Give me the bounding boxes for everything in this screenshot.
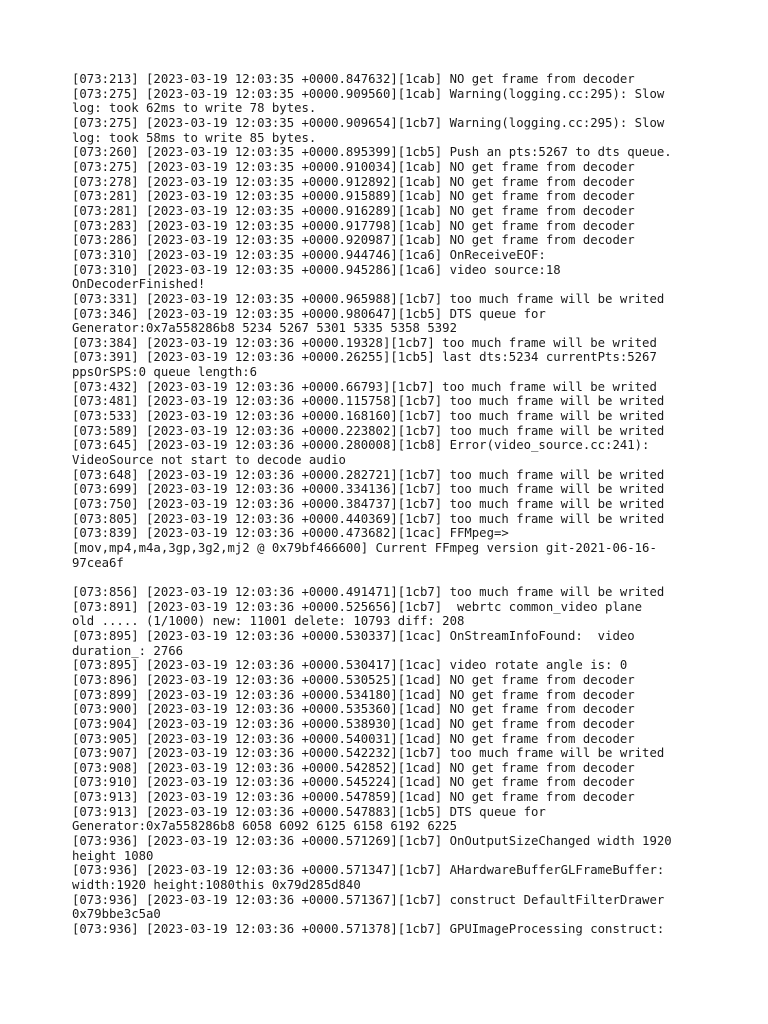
log-line: [073:213] [2023-03-19 12:03:35 +0000.847632][1cab] NO get frame from decoder <box>72 72 635 86</box>
log-line: ppsOrSPS:0 queue length:6 <box>72 365 258 380</box>
log-line: Generator:0x7a558286b8 6058 6092 6125 6158 6192 6225 <box>72 819 457 834</box>
log-line: old ..... (1/1000) new: 11001 delete: 10793 diff: 208 <box>72 614 465 629</box>
log-line: log: took 62ms to write 78 bytes. <box>72 101 317 116</box>
log-line: [073:900] [2023-03-19 12:03:36 +0000.535360][1cad] NO get frame from decoder <box>72 702 635 717</box>
log-line: [073:275] [2023-03-19 12:03:35 +0000.910034][1cab] NO get frame from decoder <box>72 159 635 174</box>
log-line: [073:913] [2023-03-19 12:03:36 +0000.547883][1cb5] DTS queue for <box>72 804 546 819</box>
log-line: [073:856] [2023-03-19 12:03:36 +0000.491471][1cb7] too much frame will be writed <box>72 584 665 599</box>
log-line: [073:936] [2023-03-19 12:03:36 +0000.571367][1cb7] construct DefaultFilterDrawer <box>72 892 665 907</box>
log-line: [073:839] [2023-03-19 12:03:36 +0000.473682][1cac] FFMpeg=> <box>72 526 509 541</box>
log-line: [073:384] [2023-03-19 12:03:36 +0000.19328][1cb7] too much frame will be writed <box>72 335 657 350</box>
log-line: [073:907] [2023-03-19 12:03:36 +0000.542232][1cb7] too much frame will be writed <box>72 746 665 761</box>
log-line: [073:283] [2023-03-19 12:03:35 +0000.917798][1cab] NO get frame from decoder <box>72 218 635 233</box>
log-line: Generator:0x7a558286b8 5234 5267 5301 5335 5358 5392 <box>72 321 457 336</box>
log-line: [073:648] [2023-03-19 12:03:36 +0000.282721][1cb7] too much frame will be writed <box>72 467 665 482</box>
log-line: 97cea6f <box>72 555 124 570</box>
log-line: OnDecoderFinished! <box>72 277 206 292</box>
log-line: [073:908] [2023-03-19 12:03:36 +0000.542852][1cad] NO get frame from decoder <box>72 760 635 775</box>
log-line: [073:904] [2023-03-19 12:03:36 +0000.538930][1cad] NO get frame from decoder <box>72 716 635 731</box>
log-line: [073:936] [2023-03-19 12:03:36 +0000.571347][1cb7] AHardwareBufferGLFrameBuffer: <box>72 863 665 878</box>
log-line: [073:589] [2023-03-19 12:03:36 +0000.223802][1cb7] too much frame will be writed <box>72 423 665 438</box>
log-line: 0x79bbe3c5a0 <box>72 907 161 922</box>
log-line: [073:899] [2023-03-19 12:03:36 +0000.534180][1cad] NO get frame from decoder <box>72 687 635 702</box>
log-line: [073:905] [2023-03-19 12:03:36 +0000.540031][1cad] NO get frame from decoder <box>72 731 635 746</box>
log-line: [073:481] [2023-03-19 12:03:36 +0000.115758][1cb7] too much frame will be writed <box>72 394 665 409</box>
log-line: [073:896] [2023-03-19 12:03:36 +0000.530525][1cad] NO get frame from decoder <box>72 672 635 687</box>
log-line: [073:645] [2023-03-19 12:03:36 +0000.280008][1cb8] Error(video_source.cc:241): <box>72 438 650 453</box>
log-line: [073:891] [2023-03-19 12:03:36 +0000.525656][1cb7] webrtc common_video plane <box>72 599 643 614</box>
log-line: [073:805] [2023-03-19 12:03:36 +0000.440369][1cb7] too much frame will be writed <box>72 511 665 526</box>
log-line: height 1080 <box>72 848 154 863</box>
log-line: duration_: 2766 <box>72 643 184 658</box>
log-line: [073:260] [2023-03-19 12:03:35 +0000.895399][1cb5] Push an pts:5267 to dts queue. <box>72 145 672 160</box>
log-line: [073:281] [2023-03-19 12:03:35 +0000.915889][1cab] NO get frame from decoder <box>72 189 635 204</box>
log-line: VideoSource not start to decode audio <box>72 453 346 468</box>
log-line: [073:936] [2023-03-19 12:03:36 +0000.571378][1cb7] GPUImageProcessing construct: <box>72 922 665 937</box>
log-line: [073:391] [2023-03-19 12:03:36 +0000.26255][1cb5] last dts:5234 currentPts:5267 <box>72 350 657 365</box>
log-line: [073:310] [2023-03-19 12:03:35 +0000.944746][1ca6] OnReceiveEOF: <box>72 247 546 262</box>
log-line: [073:913] [2023-03-19 12:03:36 +0000.547859][1cad] NO get frame from decoder <box>72 790 635 805</box>
log-line: [073:910] [2023-03-19 12:03:36 +0000.545224][1cad] NO get frame from decoder <box>72 775 635 790</box>
log-line: [073:895] [2023-03-19 12:03:36 +0000.530337][1cac] OnStreamInfoFound: video <box>72 628 635 643</box>
log-line: [073:699] [2023-03-19 12:03:36 +0000.334136][1cb7] too much frame will be writed <box>72 482 665 497</box>
log-line: width:1920 height:1080this 0x79d285d840 <box>72 878 361 893</box>
blank-line <box>72 570 692 585</box>
log-line: log: took 58ms to write 85 bytes. <box>72 130 317 145</box>
log-line: [073:533] [2023-03-19 12:03:36 +0000.168160][1cb7] too much frame will be writed <box>72 409 665 424</box>
log-line: [073:275] [2023-03-19 12:03:35 +0000.909654][1cb7] Warning(logging.cc:295): Slow <box>72 115 665 130</box>
log-line: [073:895] [2023-03-19 12:03:36 +0000.530417][1cac] video rotate angle is: 0 <box>72 658 628 673</box>
log-line: [073:278] [2023-03-19 12:03:35 +0000.912892][1cab] NO get frame from decoder <box>72 174 635 189</box>
log-line: [073:281] [2023-03-19 12:03:35 +0000.916289][1cab] NO get frame from decoder <box>72 203 635 218</box>
log-line: [073:936] [2023-03-19 12:03:36 +0000.571269][1cb7] OnOutputSizeChanged width 1920 <box>72 834 672 849</box>
log-line: [073:346] [2023-03-19 12:03:35 +0000.980647][1cb5] DTS queue for <box>72 306 546 321</box>
log-line: [073:750] [2023-03-19 12:03:36 +0000.384737][1cb7] too much frame will be writed <box>72 497 665 512</box>
log-text-body <box>72 72 692 937</box>
log-line: [mov,mp4,m4a,3gp,3g2,mj2 @ 0x79bf466600] Current FFmpeg version git-2021-06-16- <box>72 541 657 555</box>
log-line: [073:310] [2023-03-19 12:03:35 +0000.945286][1ca6] video source:18 <box>72 262 561 277</box>
log-line: [073:432] [2023-03-19 12:03:36 +0000.66793][1cb7] too much frame will be writed <box>72 379 657 394</box>
log-line: [073:286] [2023-03-19 12:03:35 +0000.920987][1cab] NO get frame from decoder <box>72 233 635 248</box>
log-line: [073:331] [2023-03-19 12:03:35 +0000.965988][1cb7] too much frame will be writed <box>72 291 665 306</box>
log-line: [073:275] [2023-03-19 12:03:35 +0000.909560][1cab] Warning(logging.cc:295): Slow <box>72 86 665 101</box>
